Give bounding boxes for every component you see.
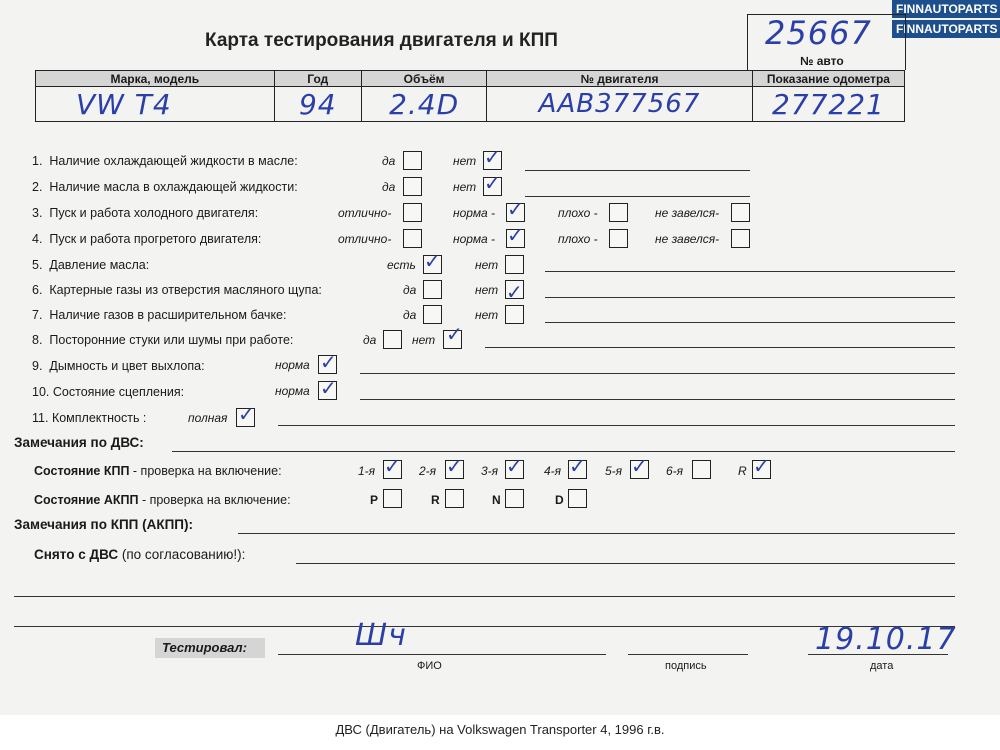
answer-line bbox=[360, 399, 955, 400]
vehicle-info-table bbox=[35, 70, 905, 122]
question-number: 6. bbox=[32, 283, 43, 297]
checkbox-q4-ne-zavelsya[interactable] bbox=[731, 229, 750, 248]
check-mark: ✓ bbox=[569, 454, 586, 478]
col-header-volume: Объём bbox=[362, 71, 487, 87]
question-text: Наличие охлаждающей жидкости в масле: bbox=[49, 154, 298, 168]
question-text: Посторонние стуки или шумы при работе: bbox=[49, 333, 294, 347]
value-model: VW T4 bbox=[36, 87, 275, 122]
answer-line bbox=[525, 170, 750, 171]
question-text: Картерные газы из отверстия масляного щупа: bbox=[49, 283, 322, 297]
checkbox-q3-otlichno[interactable] bbox=[403, 203, 422, 222]
check-mark: ✓ bbox=[507, 197, 524, 221]
question-text: Пуск и работа холодного двигателя: bbox=[49, 206, 259, 220]
question-1 bbox=[32, 154, 298, 168]
checkbox-q5-net[interactable] bbox=[505, 255, 524, 274]
checkbox-q7-da[interactable] bbox=[423, 305, 442, 324]
check-mark: ✓ bbox=[384, 454, 401, 478]
image-caption: ДВС (Двигатель) на Volkswagen Transporter 4, 1996 г.в. bbox=[335, 722, 665, 737]
question-number: 5. bbox=[32, 258, 43, 272]
check-mark: ✓ bbox=[506, 454, 523, 478]
question-number: 9. bbox=[32, 359, 43, 373]
signature-label: подпись bbox=[665, 660, 707, 672]
checkbox-q1-da[interactable] bbox=[403, 151, 422, 170]
option-label: нет bbox=[475, 283, 499, 297]
col-header-model: Марка, модель bbox=[36, 71, 275, 87]
option-label: плохо - bbox=[558, 232, 598, 246]
option-label: отлично- bbox=[338, 232, 392, 246]
date-label: дата bbox=[870, 660, 894, 672]
option-label: полная bbox=[188, 411, 228, 425]
option-label: да bbox=[403, 283, 417, 297]
question-number: 2. bbox=[32, 180, 43, 194]
checkbox-q7-net[interactable] bbox=[505, 305, 524, 324]
remarks-kpp-label: Замечания по КПП (АКПП): bbox=[14, 517, 193, 532]
check-mark: ✓ bbox=[446, 454, 463, 478]
option-label: плохо - bbox=[558, 206, 598, 220]
option-label: нет bbox=[475, 258, 499, 272]
akpp-gear-label-n: N bbox=[492, 493, 501, 507]
answer-line bbox=[545, 322, 955, 323]
question-6 bbox=[32, 283, 322, 297]
option-label: норма bbox=[275, 358, 310, 372]
checkbox-akpp-r[interactable] bbox=[445, 489, 464, 508]
checkbox-q3-ploho[interactable] bbox=[609, 203, 628, 222]
checkbox-akpp-n[interactable] bbox=[505, 489, 524, 508]
option-label: норма - bbox=[453, 232, 496, 246]
option-label: нет bbox=[412, 333, 436, 347]
question-text: Наличие газов в расширительном бачке: bbox=[49, 308, 287, 322]
avto-number-value: 25667 bbox=[765, 14, 872, 52]
checkbox-q4-otlichno[interactable] bbox=[403, 229, 422, 248]
checkbox-q2-da[interactable] bbox=[403, 177, 422, 196]
question-number: 1. bbox=[32, 154, 43, 168]
option-label: да bbox=[403, 308, 417, 322]
question-5 bbox=[32, 258, 149, 272]
gear-label-r: R bbox=[738, 464, 747, 478]
question-text: Состояние сцепления: bbox=[52, 385, 185, 399]
watermark-text-1: FINNAUTOPARTS bbox=[892, 0, 1000, 18]
fio-label: ФИО bbox=[417, 660, 442, 672]
check-mark: ✓ bbox=[484, 145, 501, 169]
option-label: отлично- bbox=[338, 206, 392, 220]
option-label: да bbox=[363, 333, 377, 347]
check-mark: ✓ bbox=[507, 223, 524, 247]
answer-line bbox=[545, 297, 955, 298]
gear-label-3: 3-я bbox=[481, 464, 499, 478]
answer-line bbox=[485, 347, 955, 348]
question-number: 3. bbox=[32, 206, 43, 220]
kpp-label-rest: - проверка на включение: bbox=[129, 464, 282, 478]
kpp-label-bold: Состояние КПП bbox=[34, 464, 130, 478]
check-mark: ✓ bbox=[506, 280, 523, 304]
gear-label-1: 1-я bbox=[358, 464, 376, 478]
value-engine-no: AAB377567 bbox=[487, 87, 753, 122]
question-text: Наличие масла в охлаждающей жидкости: bbox=[49, 180, 298, 194]
check-mark: ✓ bbox=[238, 402, 255, 426]
value-year: 94 bbox=[274, 87, 361, 122]
page-title: Карта тестирования двигателя и КПП bbox=[205, 30, 558, 51]
removed-from-engine-label bbox=[34, 547, 245, 562]
answer-line bbox=[278, 425, 955, 426]
kpp-check-label bbox=[34, 464, 282, 478]
answer-line bbox=[545, 271, 955, 272]
option-label: не завелся- bbox=[655, 232, 720, 246]
removed-label-bold: Снято с ДВС bbox=[34, 547, 119, 562]
question-7 bbox=[32, 308, 286, 322]
checkbox-gear-6[interactable] bbox=[692, 460, 711, 479]
question-text: Дымность и цвет выхлопа: bbox=[49, 359, 205, 373]
value-odometer: 277221 bbox=[752, 87, 904, 122]
answer-line bbox=[14, 626, 955, 627]
question-9 bbox=[32, 359, 205, 373]
col-header-odometer: Показание одометра bbox=[752, 71, 904, 87]
checkbox-akpp-d[interactable] bbox=[568, 489, 587, 508]
checkbox-q4-ploho[interactable] bbox=[609, 229, 628, 248]
question-4 bbox=[32, 232, 261, 246]
avto-number-label: № авто bbox=[800, 54, 844, 68]
question-number: 4. bbox=[32, 232, 43, 246]
option-label: не завелся- bbox=[655, 206, 720, 220]
question-11 bbox=[32, 411, 146, 425]
akpp-gear-label-d: D bbox=[555, 493, 564, 507]
value-volume: 2.4D bbox=[362, 87, 487, 122]
gear-label-4: 4-я bbox=[544, 464, 562, 478]
check-mark: ✓ bbox=[446, 322, 463, 346]
tested-by-label: Тестировал: bbox=[162, 640, 247, 655]
akpp-gear-label-p: P bbox=[370, 493, 379, 507]
gear-label-2: 2-я bbox=[419, 464, 437, 478]
answer-line bbox=[525, 196, 750, 197]
signature-line bbox=[628, 654, 748, 655]
akpp-label-rest: - проверка на включение: bbox=[138, 493, 291, 507]
col-header-engine-no: № двигателя bbox=[487, 71, 753, 87]
option-label: нет bbox=[475, 308, 499, 322]
question-text: Давление масла: bbox=[49, 258, 150, 272]
option-label: нет bbox=[453, 154, 477, 168]
gear-label-5: 5-я bbox=[605, 464, 623, 478]
check-mark: ✓ bbox=[320, 350, 337, 374]
option-label: да bbox=[382, 180, 396, 194]
question-10 bbox=[32, 385, 184, 399]
gear-label-6: 6-я bbox=[666, 464, 684, 478]
col-header-year: Год bbox=[274, 71, 361, 87]
check-mark: ✓ bbox=[424, 249, 441, 273]
handwritten-date: 19.10.17 bbox=[815, 622, 957, 657]
answer-line bbox=[238, 533, 955, 534]
question-number: 11. bbox=[32, 411, 49, 425]
akpp-check-label bbox=[34, 493, 291, 507]
question-2 bbox=[32, 180, 298, 194]
check-mark: ✓ bbox=[753, 454, 770, 478]
check-mark: ✓ bbox=[631, 454, 648, 478]
option-label: норма - bbox=[453, 206, 496, 220]
option-label: да bbox=[382, 154, 396, 168]
question-text: Комплектность : bbox=[51, 411, 147, 425]
answer-line bbox=[360, 373, 955, 374]
watermark-text-2: FINNAUTOPARTS bbox=[892, 20, 1000, 38]
question-text: Пуск и работа прогретого двигателя: bbox=[49, 232, 262, 246]
tester-handwritten-name: Шч bbox=[355, 618, 407, 653]
answer-line bbox=[296, 563, 955, 564]
akpp-label-bold: Состояние АКПП bbox=[34, 493, 139, 507]
remarks-dvs-label: Замечания по ДВС: bbox=[14, 435, 144, 450]
fio-line bbox=[278, 654, 606, 655]
answer-line bbox=[172, 451, 955, 452]
checkbox-q8-da[interactable] bbox=[383, 330, 402, 349]
removed-label-rest: (по согласованию!): bbox=[118, 547, 246, 562]
checkbox-q3-ne-zavelsya[interactable] bbox=[731, 203, 750, 222]
option-label: нет bbox=[453, 180, 477, 194]
answer-line bbox=[14, 596, 955, 597]
checkbox-q6-da[interactable] bbox=[423, 280, 442, 299]
check-mark: ✓ bbox=[320, 376, 337, 400]
question-8 bbox=[32, 333, 293, 347]
question-number: 10. bbox=[32, 385, 50, 399]
checkbox-akpp-p[interactable] bbox=[383, 489, 402, 508]
option-label: есть bbox=[387, 258, 416, 272]
watermark-logo bbox=[892, 0, 1000, 40]
check-mark: ✓ bbox=[484, 171, 501, 195]
question-number: 7. bbox=[32, 308, 43, 322]
question-3 bbox=[32, 206, 258, 220]
akpp-gear-label-r: R bbox=[431, 493, 440, 507]
option-label: норма bbox=[275, 384, 310, 398]
question-number: 8. bbox=[32, 333, 43, 347]
